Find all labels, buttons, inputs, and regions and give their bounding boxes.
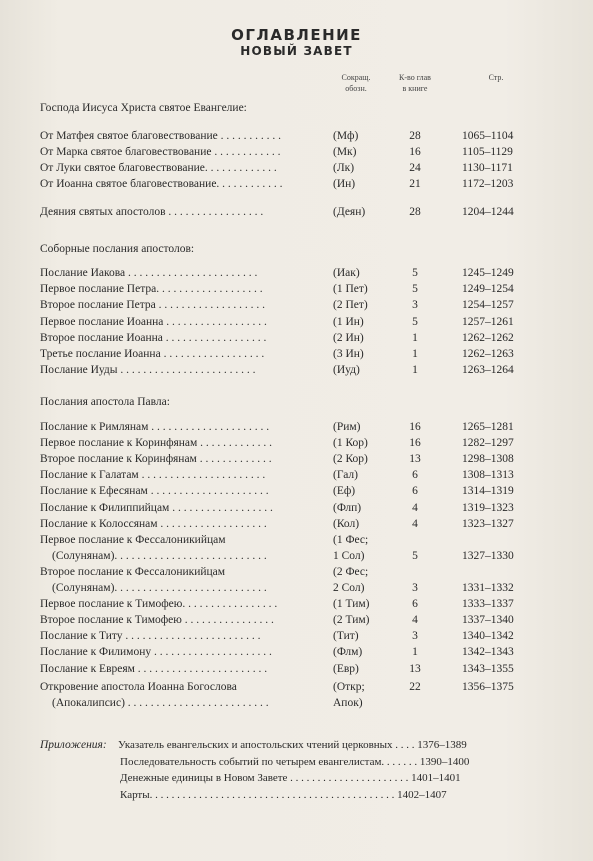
toc-title: Послание к Римлянам . . . . . . . . . . . . . . . . . . . . . xyxy=(40,421,270,433)
toc-abbr: (1 Ин) xyxy=(333,315,364,328)
toc-row[interactable] xyxy=(0,582,593,598)
toc-chapters: 24 xyxy=(409,162,421,174)
toc-title: От Марка святое благовествование . . . . . . . . . . . . xyxy=(40,146,281,158)
toc-abbr: (3 Ин) xyxy=(333,348,364,360)
toc-pages: 1204–1244 xyxy=(462,206,514,218)
toc-chapters: 16 xyxy=(409,421,421,433)
toc-row[interactable] xyxy=(0,421,593,437)
toc-pages: 1262–1262 xyxy=(462,331,514,344)
toc-chapters: 16 xyxy=(409,437,421,450)
toc-chapters: 4 xyxy=(412,517,418,530)
appendix-row[interactable] xyxy=(0,772,593,788)
toc-row[interactable] xyxy=(0,162,593,178)
toc-pages: 1298–1308 xyxy=(462,453,514,466)
toc-chapters: 3 xyxy=(412,582,418,594)
toc-title: Первое послание к Коринфянам . . . . . . . . . . . . . xyxy=(40,437,273,450)
toc-row[interactable] xyxy=(0,364,593,380)
toc-abbr: (Ин) xyxy=(333,178,356,190)
toc-title: Второе послание к Фессалоникийцам xyxy=(40,565,226,578)
appendix-entry: Последовательность событий по четырем евангелистам. . . . . . . 1390–1400 xyxy=(120,755,470,768)
toc-row[interactable] xyxy=(0,646,593,662)
toc-chapters: 5 xyxy=(412,549,418,562)
toc-row[interactable] xyxy=(0,299,593,315)
toc-chapters: 6 xyxy=(412,598,418,611)
toc-row[interactable] xyxy=(0,598,593,614)
toc-pages: 1337–1340 xyxy=(462,614,514,627)
toc-row[interactable] xyxy=(0,502,593,518)
toc-abbr: (Лк) xyxy=(333,162,355,174)
toc-abbr: (Мк) xyxy=(333,146,357,158)
toc-row[interactable] xyxy=(0,630,593,646)
section-heading-gospels: Господа Иисуса Христа святое Евангелие: xyxy=(40,102,247,114)
toc-title: Послание к Ефесянам . . . . . . . . . . . . . . . . . . . . . xyxy=(40,485,269,498)
toc-row[interactable] xyxy=(0,534,593,550)
toc-pages: 1130–1171 xyxy=(462,162,513,174)
toc-pages: 1065–1104 xyxy=(462,130,514,142)
toc-chapters: 28 xyxy=(409,130,421,142)
toc-abbr: (Рим) xyxy=(333,421,361,433)
toc-pages: 1343–1355 xyxy=(462,662,514,675)
toc-abbr: (1 Кор) xyxy=(333,437,368,450)
toc-title: Первое послание Иоанна . . . . . . . . . . . . . . . . . . xyxy=(40,315,267,328)
toc-title: От Луки святое благовествование. . . . . . . . . . . . . xyxy=(40,162,277,174)
toc-abbr: (2 Пет) xyxy=(333,299,368,312)
appendix-entry: Денежные единицы в Новом Завете . . . . . . . . . . . . . . . . . . . . . . 1401–1401 xyxy=(120,772,461,784)
toc-chapters: 5 xyxy=(412,315,418,328)
toc-title: Откровение апостола Иоанна Богослова xyxy=(40,681,237,693)
toc-chapters: 1 xyxy=(412,646,418,659)
toc-row[interactable] xyxy=(0,332,593,348)
toc-pages: 1254–1257 xyxy=(462,299,514,312)
toc-pages: 1331–1332 xyxy=(462,582,514,594)
toc-row[interactable] xyxy=(0,130,593,146)
column-header-pages: Стр. xyxy=(488,73,504,82)
toc-abbr: (1 Тим) xyxy=(333,598,370,611)
toc-row[interactable] xyxy=(0,146,593,162)
appendix-row[interactable] xyxy=(0,789,593,805)
toc-pages: 1327–1330 xyxy=(462,549,514,562)
toc-chapters: 5 xyxy=(412,283,418,296)
toc-title: (Солунянам). . . . . . . . . . . . . . . . . . . . . . . . . . . xyxy=(52,549,267,562)
toc-abbr: (2 Тим) xyxy=(333,614,370,627)
toc-abbr: (Флм) xyxy=(333,646,363,659)
toc-row[interactable] xyxy=(0,663,593,679)
toc-chapters: 16 xyxy=(409,146,421,158)
toc-row[interactable] xyxy=(0,178,593,194)
column-header-chapters: К-во глав в книге xyxy=(399,73,431,93)
toc-chapters: 28 xyxy=(409,206,421,218)
toc-title: Послание к Евреям . . . . . . . . . . . . . . . . . . . . . . . xyxy=(40,662,268,675)
toc-row-acts[interactable] xyxy=(0,206,593,222)
toc-title: Первое послание к Фессалоникийцам xyxy=(40,533,226,546)
toc-title: Второе послание к Коринфянам . . . . . . . . . . . . . xyxy=(40,453,272,466)
toc-abbr: (Евр) xyxy=(333,662,359,675)
toc-pages: 1333–1337 xyxy=(462,598,514,611)
toc-pages: 1265–1281 xyxy=(462,421,514,433)
toc-title: Третье послание Иоанна . . . . . . . . . . . . . . . . . . xyxy=(40,348,265,360)
appendix-row[interactable] xyxy=(0,739,593,755)
appendix-entry: Карты. . . . . . . . . . . . . . . . . . . . . . . . . . . . . . . . . . . . . . . . . . . . . 1402–1407 xyxy=(120,788,447,801)
toc-title: Послание к Титу . . . . . . . . . . . . . . . . . . . . . . . . xyxy=(40,630,261,643)
toc-row[interactable] xyxy=(0,469,593,485)
toc-pages: 1282–1297 xyxy=(462,437,514,450)
toc-chapters: 4 xyxy=(412,501,418,514)
toc-abbr: (Мф) xyxy=(333,130,359,142)
toc-row[interactable] xyxy=(0,566,593,582)
toc-row[interactable] xyxy=(0,697,593,713)
toc-abbr: Апок) xyxy=(333,697,363,709)
appendix-label: Приложения: xyxy=(40,739,107,751)
toc-chapters: 13 xyxy=(409,662,421,675)
toc-abbr: (1 Пет) xyxy=(333,283,368,296)
toc-title: От Иоанна святое благовествование. . . . . . . . . . . . xyxy=(40,178,283,190)
toc-pages: 1245–1249 xyxy=(462,267,514,279)
toc-row[interactable] xyxy=(0,283,593,299)
toc-row[interactable] xyxy=(0,267,593,283)
toc-title: Послание Иакова . . . . . . . . . . . . . . . . . . . . . . . xyxy=(40,267,258,279)
toc-abbr: (Откр; xyxy=(333,681,365,693)
toc-row[interactable] xyxy=(0,518,593,534)
column-header-abbr: Сокращ. обозн. xyxy=(341,73,371,93)
toc-title: Первое послание Петра. . . . . . . . . . . . . . . . . . . xyxy=(40,283,263,296)
toc-abbr: (Гал) xyxy=(333,469,358,482)
toc-pages: 1340–1342 xyxy=(462,630,514,643)
toc-abbr: 1 Сол) xyxy=(333,549,365,562)
toc-row[interactable] xyxy=(0,550,593,566)
toc-row[interactable] xyxy=(0,437,593,453)
toc-pages: 1314–1319 xyxy=(462,485,514,498)
toc-abbr: (Деян) xyxy=(333,206,366,218)
toc-chapters: 4 xyxy=(412,614,418,627)
toc-row[interactable] xyxy=(0,453,593,469)
toc-abbr: (Флп) xyxy=(333,501,362,514)
toc-row[interactable] xyxy=(0,348,593,364)
toc-pages: 1257–1261 xyxy=(462,315,514,328)
toc-chapters: 6 xyxy=(412,485,418,498)
toc-abbr: (Еф) xyxy=(333,485,356,498)
toc-pages: 1262–1263 xyxy=(462,348,514,360)
section-heading-pauline: Послания апостола Павла: xyxy=(40,396,170,408)
toc-title: Послание к Филиппийцам . . . . . . . . . . . . . . . . . . xyxy=(40,501,273,514)
toc-pages: 1105–1129 xyxy=(462,146,513,158)
toc-abbr: (2 Фес; xyxy=(333,565,369,578)
toc-title: Второе послание Иоанна . . . . . . . . . . . . . . . . . . xyxy=(40,331,267,344)
toc-row[interactable] xyxy=(0,681,593,697)
toc-abbr: (Иак) xyxy=(333,267,360,279)
toc-pages: 1356–1375 xyxy=(462,681,514,693)
toc-title: Первое послание к Тимофею. . . . . . . . . . . . . . . . . xyxy=(40,598,278,611)
toc-chapters: 1 xyxy=(412,348,418,360)
toc-title: Послание к Галатам . . . . . . . . . . . . . . . . . . . . . . xyxy=(40,469,266,482)
toc-pages: 1249–1254 xyxy=(462,283,514,296)
appendix-row[interactable] xyxy=(0,756,593,772)
toc-abbr: (1 Фес; xyxy=(333,533,369,546)
toc-abbr: 2 Сол) xyxy=(333,582,365,594)
toc-pages: 1323–1327 xyxy=(462,517,514,530)
toc-pages: 1319–1323 xyxy=(462,501,514,514)
toc-title: Второе послание Петра . . . . . . . . . . . . . . . . . . . xyxy=(40,299,266,312)
toc-abbr: (Тит) xyxy=(333,630,359,643)
page-subtitle: НОВЫЙ ЗАВЕТ xyxy=(240,44,353,58)
toc-title: Послание к Филимону . . . . . . . . . . . . . . . . . . . . . xyxy=(40,646,272,659)
toc-chapters: 1 xyxy=(412,331,418,344)
toc-abbr: (Кол) xyxy=(333,517,360,530)
toc-pages: 1263–1264 xyxy=(462,364,514,377)
toc-chapters: 3 xyxy=(412,299,418,312)
toc-title: Второе послание к Тимофею . . . . . . . . . . . . . . . . xyxy=(40,614,274,627)
toc-title: Послание к Колоссянам . . . . . . . . . . . . . . . . . . . xyxy=(40,517,267,530)
toc-chapters: 1 xyxy=(412,364,418,377)
toc-row[interactable] xyxy=(0,614,593,630)
toc-pages: 1342–1343 xyxy=(462,646,514,659)
toc-chapters: 22 xyxy=(409,681,421,693)
appendix-entry: Указатель евангельских и апостольских чтений церковных . . . . 1376–1389 xyxy=(118,739,467,751)
toc-chapters: 13 xyxy=(409,453,421,466)
toc-row[interactable] xyxy=(0,485,593,501)
toc-chapters: 21 xyxy=(409,178,421,190)
toc-abbr: (2 Кор) xyxy=(333,453,368,466)
toc-title: Послание Иуды . . . . . . . . . . . . . . . . . . . . . . . . xyxy=(40,364,256,377)
page-title: ОГЛАВЛЕНИЕ xyxy=(231,26,362,44)
toc-title: (Апокалипсис) . . . . . . . . . . . . . . . . . . . . . . . . . xyxy=(52,697,269,709)
toc-title: (Солунянам). . . . . . . . . . . . . . . . . . . . . . . . . . . xyxy=(52,582,267,594)
toc-pages: 1308–1313 xyxy=(462,469,514,482)
toc-title: Деяния святых апостолов . . . . . . . . . . . . . . . . . xyxy=(40,206,264,218)
toc-chapters: 3 xyxy=(412,630,418,643)
toc-abbr: (Иуд) xyxy=(333,364,360,377)
toc-pages: 1172–1203 xyxy=(462,178,514,190)
section-heading-catholic: Соборные послания апостолов: xyxy=(40,243,195,255)
toc-chapters: 5 xyxy=(412,267,418,279)
toc-chapters: 6 xyxy=(412,469,418,482)
toc-row[interactable] xyxy=(0,316,593,332)
toc-title: От Матфея святое благовествование . . . . . . . . . . . xyxy=(40,130,282,142)
toc-abbr: (2 Ин) xyxy=(333,331,364,344)
